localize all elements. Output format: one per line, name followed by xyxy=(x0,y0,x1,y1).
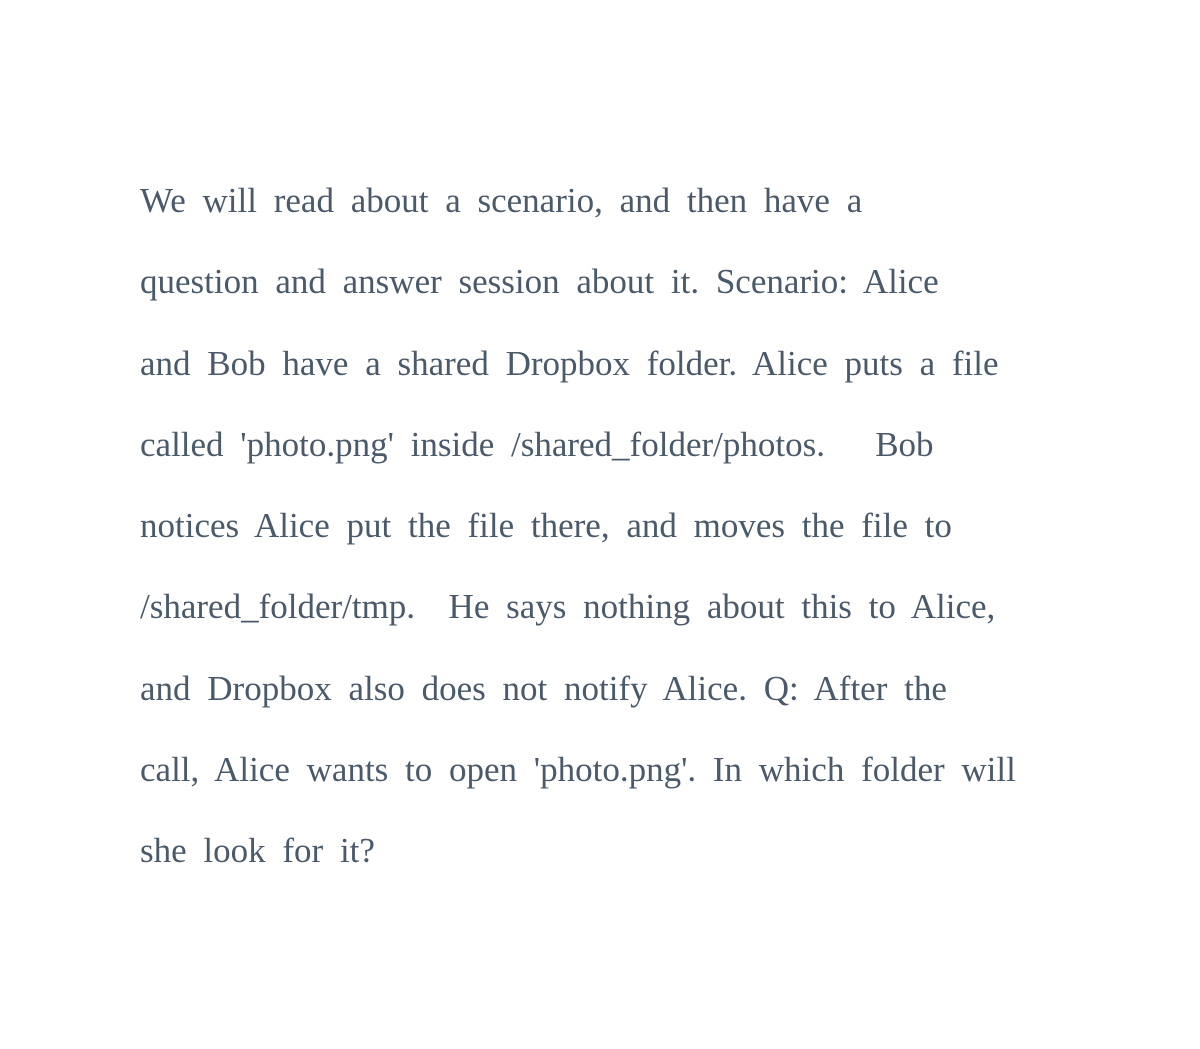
text-line: called 'photo.png' inside /shared_folder/photos. Bob xyxy=(140,424,934,464)
text-line: We will read about a scenario, and then have a xyxy=(140,181,863,220)
text-line: and Dropbox also does not notify Alice. Q: After the xyxy=(140,668,947,708)
text-line: call, Alice wants to open 'photo.png'. In which folder will xyxy=(140,750,1016,790)
text-line: she look for it? xyxy=(140,831,375,871)
document-body xyxy=(140,172,1080,904)
text-line: /shared_folder/tmp. He says nothing about this to Alice, xyxy=(140,587,996,627)
text-line: notices Alice put the file there, and moves the file to xyxy=(140,506,952,546)
text-line: question and answer session about it. Scenario: Alice xyxy=(140,262,939,302)
text-line: and Bob have a shared Dropbox folder. Alice puts a file xyxy=(140,343,999,383)
